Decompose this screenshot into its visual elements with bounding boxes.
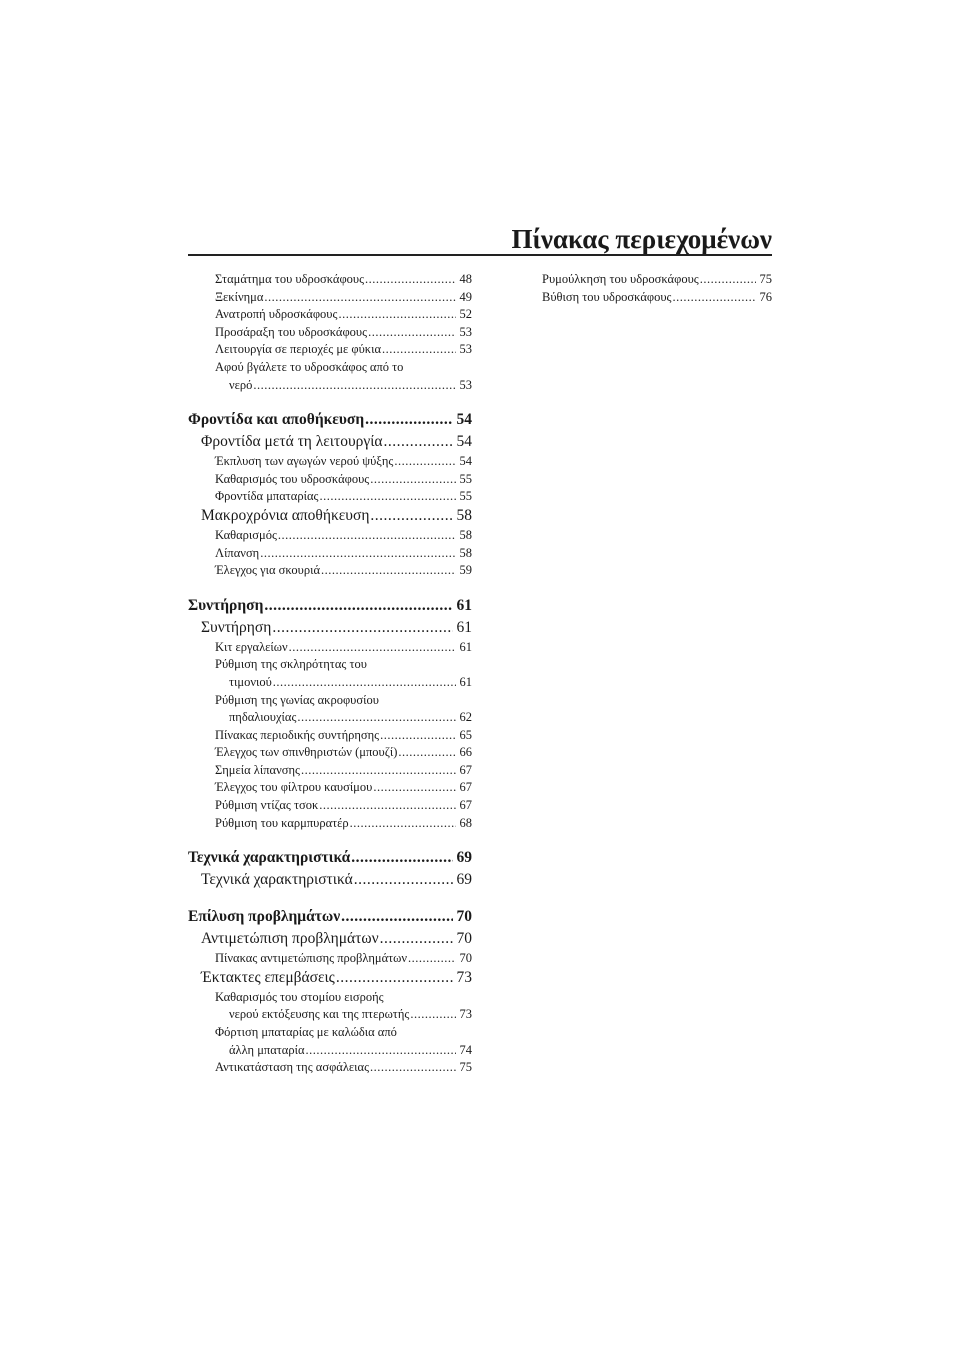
page-number: 75 <box>459 1060 472 1075</box>
dot-leader <box>319 489 455 502</box>
dot-leader <box>264 597 452 613</box>
dot-leader <box>301 763 456 776</box>
toc-entry-label: Βύθιση του υδροσκάφους <box>542 289 672 304</box>
page-number: 73 <box>459 1007 472 1022</box>
toc-entry[interactable] <box>188 763 472 781</box>
toc-entry-label: Ρύθμιση ντίζας τσοκ <box>215 798 319 813</box>
page-number: 76 <box>759 289 772 304</box>
page-number: 49 <box>459 289 472 304</box>
toc-entry-label: Τεχνικά χαρακτηριστικά <box>201 871 353 889</box>
toc-entry[interactable] <box>515 272 772 290</box>
toc-entry-label: νερού εκτόξευσης και της πτερωτής <box>229 1007 410 1022</box>
toc-entry[interactable] <box>188 1007 472 1025</box>
toc-entry-label: Τεχνικά χαρακτηριστικά <box>188 849 351 867</box>
toc-entry-label: νερό <box>229 377 253 392</box>
page-number: 67 <box>459 762 472 777</box>
dot-leader <box>700 272 756 285</box>
toc-entry-line: Ρύθμιση της σκληρότητας του <box>215 657 367 672</box>
toc-entry[interactable] <box>188 1060 472 1078</box>
page-number: 70 <box>456 930 472 948</box>
toc-subsection[interactable] <box>188 507 472 528</box>
toc-entry[interactable] <box>188 710 472 728</box>
page-number: 69 <box>456 871 472 889</box>
toc-section[interactable] <box>188 849 472 871</box>
toc-entry-label: τιμονιού <box>229 674 272 689</box>
dot-leader <box>278 528 456 541</box>
toc-entry[interactable] <box>188 745 472 763</box>
toc-entry[interactable] <box>188 378 472 396</box>
page-number: 55 <box>459 471 472 486</box>
page-number: 59 <box>459 563 472 578</box>
toc-entry[interactable] <box>188 342 472 360</box>
page-title: Πίνακας περιεχομένων <box>511 224 772 254</box>
toc-entry[interactable] <box>188 325 472 343</box>
dot-leader <box>253 378 455 391</box>
dot-leader <box>273 675 456 688</box>
dot-leader <box>264 290 455 303</box>
toc-entry-label: Καθαρισμός <box>215 527 277 542</box>
page-number: 69 <box>456 849 472 867</box>
toc-entry-label: Συντήρηση <box>188 596 264 614</box>
dot-leader <box>289 640 456 653</box>
toc-entry[interactable] <box>188 472 472 490</box>
toc-entry[interactable] <box>188 1043 472 1061</box>
toc-entry-label: Προσάραξη του υδροσκάφους <box>215 324 368 339</box>
dot-leader <box>370 507 452 523</box>
dot-leader <box>350 816 456 829</box>
page-number: 61 <box>456 596 472 614</box>
toc-entry-label: Σταμάτημα του υδροσκάφους <box>215 272 365 286</box>
title-divider <box>188 254 772 256</box>
toc-entry-label: Λειτουργία σε περιοχές με φύκια <box>215 342 382 357</box>
page-number: 74 <box>459 1042 472 1057</box>
page-number: 75 <box>759 272 772 286</box>
toc-entry-label: Ρύθμιση του καρμπυρατέρ <box>215 815 349 830</box>
toc-entry-label: Συντήρηση <box>201 618 272 636</box>
toc-entry-label: Έλεγχος των σπινθηριστών (μπουζί) <box>215 745 398 760</box>
dot-leader <box>338 307 455 320</box>
toc-entry-label: Λίπανση <box>215 545 260 560</box>
toc-entry[interactable] <box>188 951 472 969</box>
toc-entry[interactable] <box>188 272 472 290</box>
toc-entry-label: Κιτ εργαλείων <box>215 639 288 654</box>
page-number: 65 <box>459 727 472 742</box>
toc-entry-label: Ρυμούλκηση του υδροσκάφους <box>542 272 699 286</box>
section-spacer <box>188 581 472 597</box>
dot-leader <box>365 411 452 427</box>
page-number: 68 <box>459 815 472 830</box>
toc-subsection[interactable] <box>188 969 472 990</box>
dot-leader <box>368 325 455 338</box>
page-number: 52 <box>459 307 472 322</box>
dot-leader <box>373 780 455 793</box>
toc-entry[interactable] <box>188 563 472 581</box>
dot-leader <box>321 563 455 576</box>
toc-entry-label: Φροντίδα μπαταρίας <box>215 489 319 504</box>
page-number: 55 <box>459 489 472 504</box>
toc-section[interactable] <box>188 597 472 619</box>
dot-leader <box>394 454 455 467</box>
dot-leader <box>370 1060 455 1073</box>
toc-right-column <box>515 272 772 307</box>
dot-leader <box>398 745 455 758</box>
toc-left-column <box>188 272 472 1078</box>
page-number: 53 <box>459 324 472 339</box>
toc-entry[interactable] <box>188 528 472 546</box>
toc-entry-line: Καθαρισμός του στομίου εισροής <box>215 989 384 1004</box>
toc-entry-label: Φροντίδα και αποθήκευση <box>188 411 365 429</box>
toc-entry-label: άλλη μπαταρία <box>229 1042 305 1057</box>
toc-subsection[interactable] <box>188 433 472 454</box>
dot-leader <box>365 272 455 285</box>
page-number: 73 <box>456 968 472 986</box>
toc-entry[interactable] <box>188 307 472 325</box>
toc-entry-label: Έκπλυση των αγωγών νερού ψύξης <box>215 454 394 469</box>
toc-section[interactable] <box>188 908 472 930</box>
toc-subsection[interactable] <box>188 619 472 640</box>
page-number: 53 <box>459 342 472 357</box>
toc-entry-label: Έλεγχος του φίλτρου καυσίμου <box>215 780 373 795</box>
toc-entry-label: Ανατροπή υδροσκάφους <box>215 307 338 322</box>
toc-entry[interactable] <box>188 728 472 746</box>
toc-entry-label: Πίνακας αντιμετώπισης προβλημάτων <box>215 951 408 966</box>
page-number: 61 <box>456 618 472 636</box>
dot-leader <box>408 951 455 964</box>
page-number: 61 <box>459 674 472 689</box>
dot-leader <box>336 969 453 985</box>
page-number: 70 <box>456 908 472 926</box>
dot-leader <box>272 619 452 635</box>
toc-entry-line: Ρύθμιση της γωνίας ακροφυσίου <box>215 692 379 707</box>
toc-entry-label: Καθαρισμός του υδροσκάφους <box>215 471 370 486</box>
toc-entry[interactable] <box>188 640 472 658</box>
section-spacer <box>188 833 472 849</box>
section-spacer <box>188 892 472 908</box>
page-number: 54 <box>456 433 472 451</box>
toc-entry-label: Πίνακας περιοδικής συντήρησης <box>215 727 380 742</box>
dot-leader <box>380 930 453 946</box>
toc-entry[interactable] <box>188 454 472 472</box>
page-number: 58 <box>459 527 472 542</box>
toc-entry-label: Ξεκίνημα <box>215 289 264 304</box>
toc-entry-label: Μακροχρόνια αποθήκευση <box>201 506 370 524</box>
dot-leader <box>382 342 455 355</box>
page-number: 54 <box>459 454 472 469</box>
toc-entry[interactable] <box>188 780 472 798</box>
page-number: 54 <box>456 411 472 429</box>
toc-entry-label: Φροντίδα μετά τη λειτουργία <box>201 433 383 451</box>
dot-leader <box>341 908 452 924</box>
toc-entry[interactable] <box>188 290 472 308</box>
dot-leader <box>354 871 453 887</box>
toc-entry-label: Έλεγχος για σκουριά <box>215 563 321 578</box>
page-number: 66 <box>459 745 472 760</box>
toc-entry[interactable] <box>188 816 472 834</box>
page-number: 61 <box>459 639 472 654</box>
page-number: 62 <box>459 710 472 725</box>
toc-subsection[interactable] <box>188 930 472 951</box>
page-number: 58 <box>459 545 472 560</box>
toc-entry-line: Φόρτιση μπαταρίας με καλώδια από <box>215 1025 397 1040</box>
toc-entry[interactable] <box>515 290 772 308</box>
toc-entry-label: Έκτακτες επεμβάσεις <box>201 968 335 986</box>
page-number: 58 <box>456 506 472 524</box>
toc-entry-label: Αντιμετώπιση προβλημάτων <box>201 930 379 948</box>
dot-leader <box>380 728 455 741</box>
dot-leader <box>384 433 453 449</box>
page-number: 67 <box>459 780 472 795</box>
toc-entry-label: Αντικατάσταση της ασφάλειας <box>215 1060 370 1075</box>
dot-leader <box>410 1007 455 1020</box>
page-number: 70 <box>459 951 472 966</box>
toc-entry[interactable] <box>188 798 472 816</box>
dot-leader <box>260 546 455 559</box>
toc-entry[interactable] <box>188 675 472 693</box>
page-number: 48 <box>459 272 472 286</box>
page-number: 67 <box>459 798 472 813</box>
section-spacer <box>188 395 472 411</box>
dot-leader <box>673 290 756 303</box>
dot-leader <box>297 710 455 723</box>
dot-leader <box>306 1043 456 1056</box>
toc-entry-line: Αφού βγάλετε το υδροσκάφος από το <box>215 359 404 374</box>
toc-section[interactable] <box>188 411 472 433</box>
dot-leader <box>370 472 455 485</box>
dot-leader <box>351 849 452 865</box>
toc-entry-label: Σημεία λίπανσης <box>215 762 300 777</box>
toc-entry[interactable] <box>188 489 472 507</box>
page-number: 53 <box>459 377 472 392</box>
dot-leader <box>319 798 455 811</box>
toc-entry-label: πηδαλιουχίας <box>229 710 297 725</box>
toc-entry[interactable] <box>188 546 472 564</box>
toc-entry-label: Επίλυση προβλημάτων <box>188 908 341 926</box>
toc-subsection[interactable] <box>188 871 472 892</box>
